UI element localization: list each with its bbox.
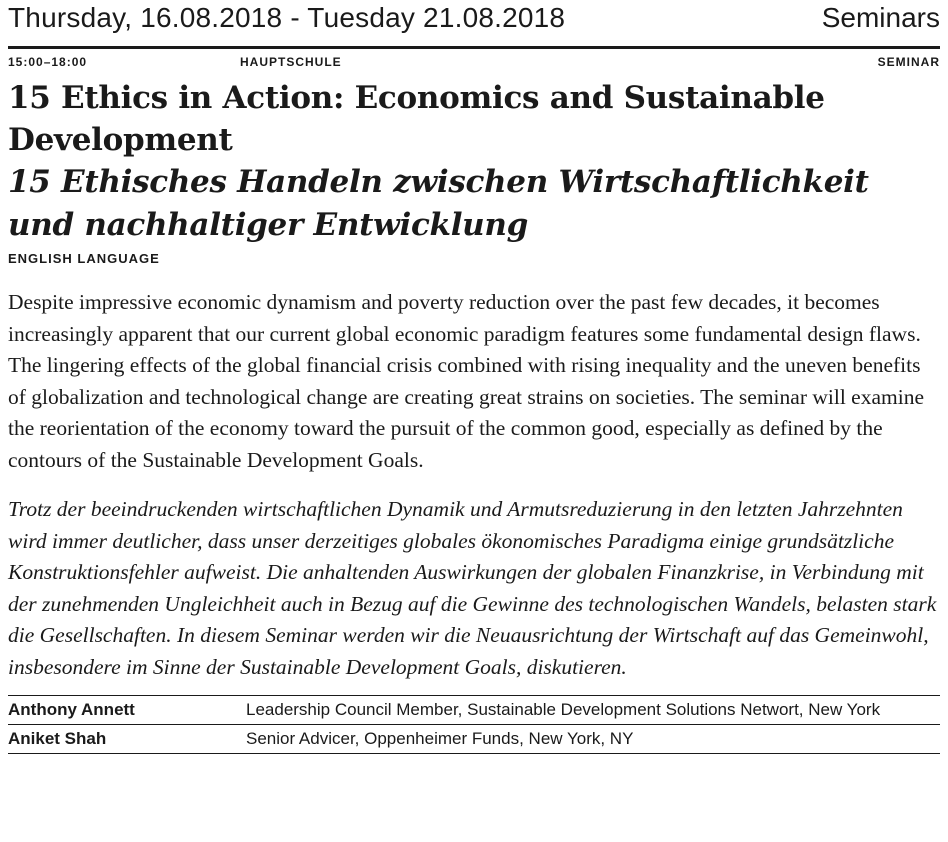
date-range: Thursday, 16.08.2018 - Tuesday 21.08.2018 xyxy=(8,2,566,33)
description-german: Trotz der beeindruckenden wirtschaftlichen Dynamik und Armutsreduzierung in den letzten Jahrzehnten wird immer deutlicher, dass unser derzeitiges globales ökonomisches Paradigma einige grundsätzliche Konstruktionsfehler aufweist. Die anhaltenden Auswirkungen der globalen Finanzkrise, in Verbindung mit der zunehmenden Ungleichheit auch in Bezug auf die Gewinne des technologischen Wandels, belasten stark die Gesellschaften. In diesem Seminar werden wir die Neuausrichtung der Wirtschaft auf das Gemeinwohl, insbesondere im Sinne der Sustainable Development Goals, diskutieren. xyxy=(8,497,937,679)
speaker-name: Anthony Annett xyxy=(8,700,135,719)
speaker-name: Aniket Shah xyxy=(8,729,107,748)
event-title-english: 15 Ethics in Action: Economics and Sustainable Development xyxy=(8,80,825,158)
event-type: SEMINAR xyxy=(877,55,940,69)
speaker-row xyxy=(8,696,940,725)
section-label: Seminars xyxy=(821,2,940,33)
page-header xyxy=(8,0,940,44)
event-title-german: 15 Ethisches Handeln zwischen Wirtschaftlichkeit und nachhaltiger Entwicklung xyxy=(8,164,869,243)
event-meta xyxy=(8,49,940,75)
speaker-role: Leadership Council Member, Sustainable Development Solutions Networt, New York xyxy=(246,700,881,719)
speaker-row xyxy=(8,725,940,754)
speaker-role: Senior Advicer, Oppenheimer Funds, New York, NY xyxy=(246,729,634,748)
speaker-list xyxy=(8,695,940,754)
description-english: Despite impressive economic dynamism and poverty reduction over the past few decades, it becomes increasingly apparent that our current global economic paradigm features some fundamental design flaws. The lingering effects of the global financial crisis combined with rising inequality and the uneven benefits of globalization and technological change are creating great strains on societies. The seminar will examine the reorientation of the economy toward the pursuit of the common good, especially as defined by the contours of the Sustainable Development Goals. xyxy=(8,290,924,472)
language-tag: ENGLISH LANGUAGE xyxy=(8,251,160,266)
programme-page xyxy=(8,0,940,754)
event-time: 15:00–18:00 xyxy=(8,55,88,69)
event-venue: HAUPTSCHULE xyxy=(240,55,342,69)
